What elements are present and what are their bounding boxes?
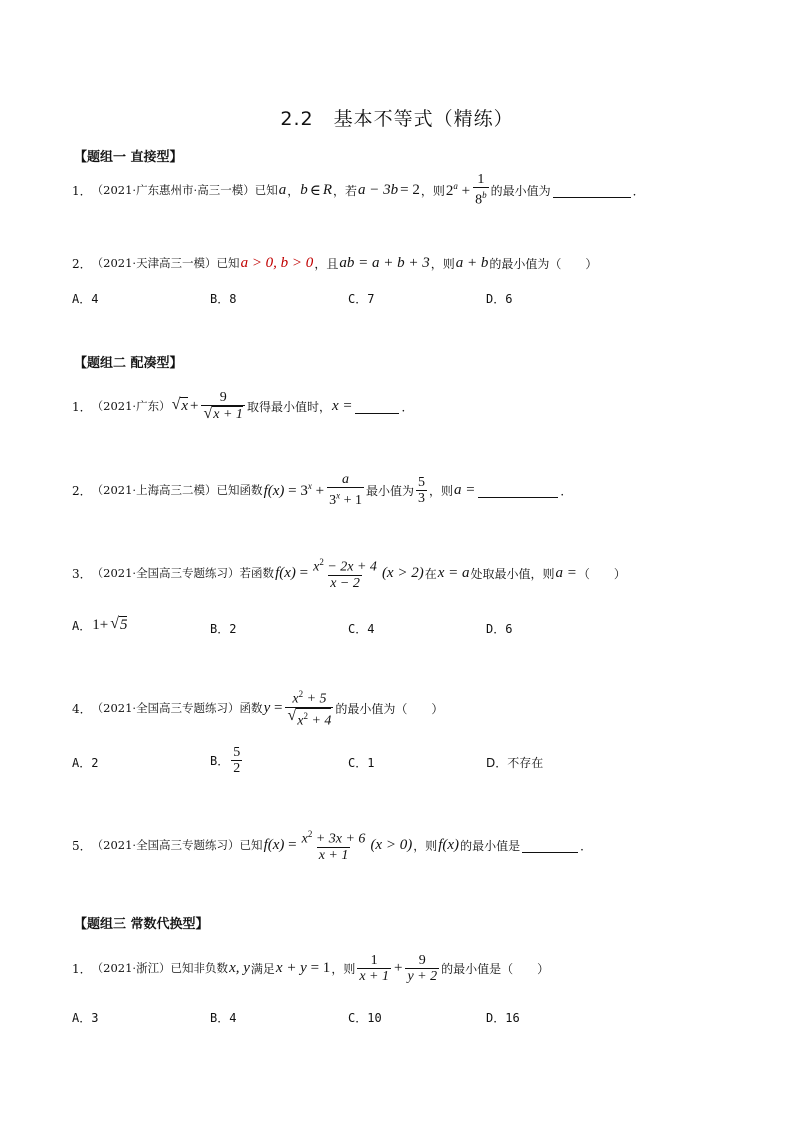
- fraction: $\frac{5}{2}$: [233, 744, 241, 776]
- question-g2-1: 1． （2021·广东） √ x + 9 √ x + 1 取得最小值时， x = ．: [72, 390, 414, 422]
- question-text: ，则: [331, 961, 356, 976]
- math-expr: x + y = 1: [275, 959, 331, 976]
- option-label: A．: [72, 618, 92, 633]
- question-number: 4．: [72, 701, 92, 716]
- math-expr: y =: [263, 699, 283, 716]
- question-g2-2: [72, 470, 572, 510]
- question-text: ，则: [413, 838, 438, 853]
- option-d[interactable]: D．不存在: [486, 756, 544, 770]
- question-text: （2021·浙江）已知非负数: [91, 961, 229, 975]
- math-expr: f(x): [438, 836, 460, 853]
- option-a[interactable]: A．3: [72, 1011, 99, 1025]
- group-heading-3: 【题组三 常数代换型】: [74, 917, 209, 932]
- question-text: 的最小值为（ ）: [489, 256, 598, 271]
- group-heading-2: 【题组二 配凑型】: [74, 356, 183, 371]
- option-c[interactable]: C．10: [348, 1011, 382, 1025]
- math-expr: ab = a + b + 3: [339, 254, 430, 271]
- option-c[interactable]: C．7: [348, 292, 375, 306]
- question-text: ．: [632, 183, 645, 198]
- math-expr: (x > 0): [370, 836, 413, 853]
- math-expr: x =: [331, 397, 353, 414]
- math-expr: √ x: [171, 396, 189, 414]
- option-a[interactable]: A．2: [72, 756, 99, 770]
- question-g2-3: [72, 553, 626, 593]
- question-number: 1．: [72, 961, 92, 976]
- math-expr: (x > 2): [381, 564, 424, 581]
- question-number: 1．: [72, 183, 92, 198]
- math-expr: a: [278, 181, 287, 198]
- math-expr: x, y: [229, 959, 250, 976]
- option-a[interactable]: [72, 616, 128, 634]
- math-expr: √ 5: [110, 615, 128, 633]
- math-expr: a =: [555, 564, 577, 581]
- math-expr: f(x) =: [263, 836, 297, 853]
- question-number: 2．: [72, 483, 92, 498]
- page-title: 2.2 基本不等式（精练）: [280, 108, 514, 130]
- math-expr: $f(x) = 3^x$ +: [263, 480, 325, 499]
- question-text: ，若: [333, 183, 358, 198]
- question-g3-1: 1． （2021·浙江）已知非负数 x, y 满足 x + y = 1 ，则 $\frac{1}{x + 1}$ + $\frac{9}{y + 2}$ 的最小值是（ ）: [72, 952, 550, 984]
- option-d[interactable]: D．16: [486, 1011, 520, 1025]
- fraction: $\frac{5}{3}$: [418, 474, 425, 506]
- question-text: 的最小值为: [490, 183, 551, 198]
- fraction: $\frac{1}{x + 1}$: [359, 952, 389, 984]
- fraction: $\frac{x^2 - 2x + 4}{x - 2}$: [313, 557, 377, 591]
- question-text: ，则: [420, 183, 445, 198]
- group-heading-1: 【题组一 直接型】: [74, 150, 183, 165]
- math-expr: x = a: [437, 564, 470, 581]
- question-text: ．: [560, 483, 573, 498]
- option-c[interactable]: C．1: [348, 756, 375, 770]
- question-text: 的最小值为（ ）: [335, 701, 444, 716]
- question-number: 2．: [72, 256, 92, 271]
- question-text: （2021·全国高三专题练习）若函数: [91, 566, 275, 580]
- question-g2-5: [72, 825, 592, 865]
- question-g1-1: 1． （2021·广东惠州市·高三一模）已知 a ， b ∈ R ，若 a − 3b = 2 ，则 $2^a$ + $\frac{1}{8^b}$ 的最小值为 ．: [72, 172, 645, 208]
- question-text: ，则: [429, 483, 454, 498]
- question-text: （2021·天津高三一模）已知: [91, 256, 240, 270]
- question-number: 3．: [72, 566, 92, 581]
- answer-blank[interactable]: [522, 838, 578, 853]
- answer-blank[interactable]: [478, 483, 558, 498]
- fraction: $\frac{x^2 + 3x + 6}{x + 1}$: [301, 829, 366, 863]
- question-text: 的最小值是: [460, 838, 521, 853]
- question-text: （2021·上海高三二模）已知函数: [91, 483, 263, 497]
- question-text: （ ）: [577, 566, 626, 581]
- question-text: 取得最小值时，: [246, 399, 331, 414]
- question-number: 1．: [72, 399, 92, 414]
- option-d[interactable]: D．6: [486, 622, 513, 636]
- math-expr: a + b: [455, 254, 489, 271]
- option-a[interactable]: A．4: [72, 292, 99, 306]
- question-text: ．: [401, 399, 414, 414]
- question-text: （2021·全国高三专题练习）函数: [91, 701, 263, 715]
- fraction: $\frac{1}{8^b}$: [475, 172, 487, 208]
- question-text: ．: [580, 838, 593, 853]
- option-b[interactable]: B．8: [210, 292, 237, 306]
- answer-blank[interactable]: [355, 399, 399, 414]
- question-text: ，且: [314, 256, 339, 271]
- answer-blank[interactable]: [553, 183, 631, 198]
- math-expr: a > 0, b > 0: [240, 254, 314, 271]
- option-b[interactable]: B．4: [210, 1011, 237, 1025]
- fraction: $x^2 + 5$ √ $x^2 + 4$: [287, 689, 332, 729]
- question-text: 在: [424, 566, 437, 581]
- option-b[interactable]: B．2: [210, 622, 237, 636]
- question-g1-2: [72, 253, 597, 273]
- math-expr: b: [300, 181, 308, 198]
- option-d[interactable]: D．6: [486, 292, 513, 306]
- question-text: 满足: [250, 961, 275, 976]
- math-expr: f(x) =: [275, 564, 309, 581]
- option-b[interactable]: [210, 742, 244, 778]
- math-expr: a =: [454, 481, 476, 498]
- math-expr: a − 3b: [358, 181, 399, 198]
- question-text: （2021·全国高三专题练习）已知: [91, 838, 263, 852]
- math-expr: 1+: [92, 616, 109, 633]
- fraction: 9 √ x + 1: [203, 390, 243, 422]
- question-text: 的最小值是（ ）: [441, 961, 550, 976]
- question-text: ，: [287, 183, 300, 198]
- question-g2-4: [72, 686, 443, 730]
- fraction: $\frac{9}{y + 2}$: [407, 952, 438, 984]
- question-number: 5．: [72, 838, 92, 853]
- question-text: ，则: [430, 256, 455, 271]
- question-text: （2021·广东惠州市·高三一模）已知: [91, 183, 278, 197]
- question-text: 处取最小值，则: [470, 566, 555, 581]
- question-text: 最小值为: [365, 483, 414, 498]
- option-label: B．: [210, 753, 230, 768]
- fraction: $\frac{a}{3^x + 1}$: [329, 472, 362, 508]
- question-text: （2021·广东）: [91, 399, 171, 413]
- math-expr: $2^a$ +: [445, 180, 471, 199]
- option-c[interactable]: C．4: [348, 622, 375, 636]
